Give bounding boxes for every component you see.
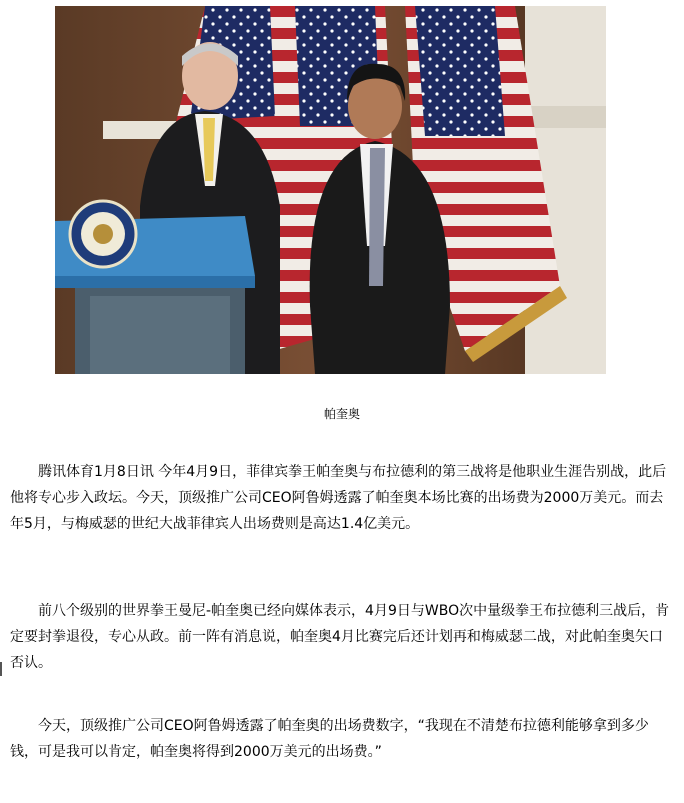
article-paragraph-1: 腾讯体育1月8日讯 今年4月9日，菲律宾拳王帕奎奥与布拉德利的第三战将是他职业生涯告别战，此后他将专心步入政坛。今天，顶级推广公司CEO阿鲁姆透露了帕奎奥本场比赛的出场费为2000万美元。而去年5月，与梅威瑟的世纪大战菲律宾人出场费则是高达1.4亿美元。 [10,464,667,532]
photo-caption: 帕奎奥 [323,407,360,421]
article-paragraph-2: 前八个级别的世界拳王曼尼-帕奎奥已经向媒体表示，4月9日与WBO次中量级拳王布拉德利三战后，肯定要封拳退役，专心从政。前一阵有消息说，帕奎奥4月比赛完后还计划再和梅威瑟二战，对此帕奎奥矢口否认。 [10,603,670,671]
podium [55,201,255,374]
page-edge-mark [0,662,2,676]
news-photo [55,6,606,374]
article-paragraph-3: 今天，顶级推广公司CEO阿鲁姆透露了帕奎奥的出场费数字，“我现在不清楚布拉德利能够拿到多少钱，可是我可以肯定，帕奎奥将得到2000万美元的出场费。” [10,718,649,760]
